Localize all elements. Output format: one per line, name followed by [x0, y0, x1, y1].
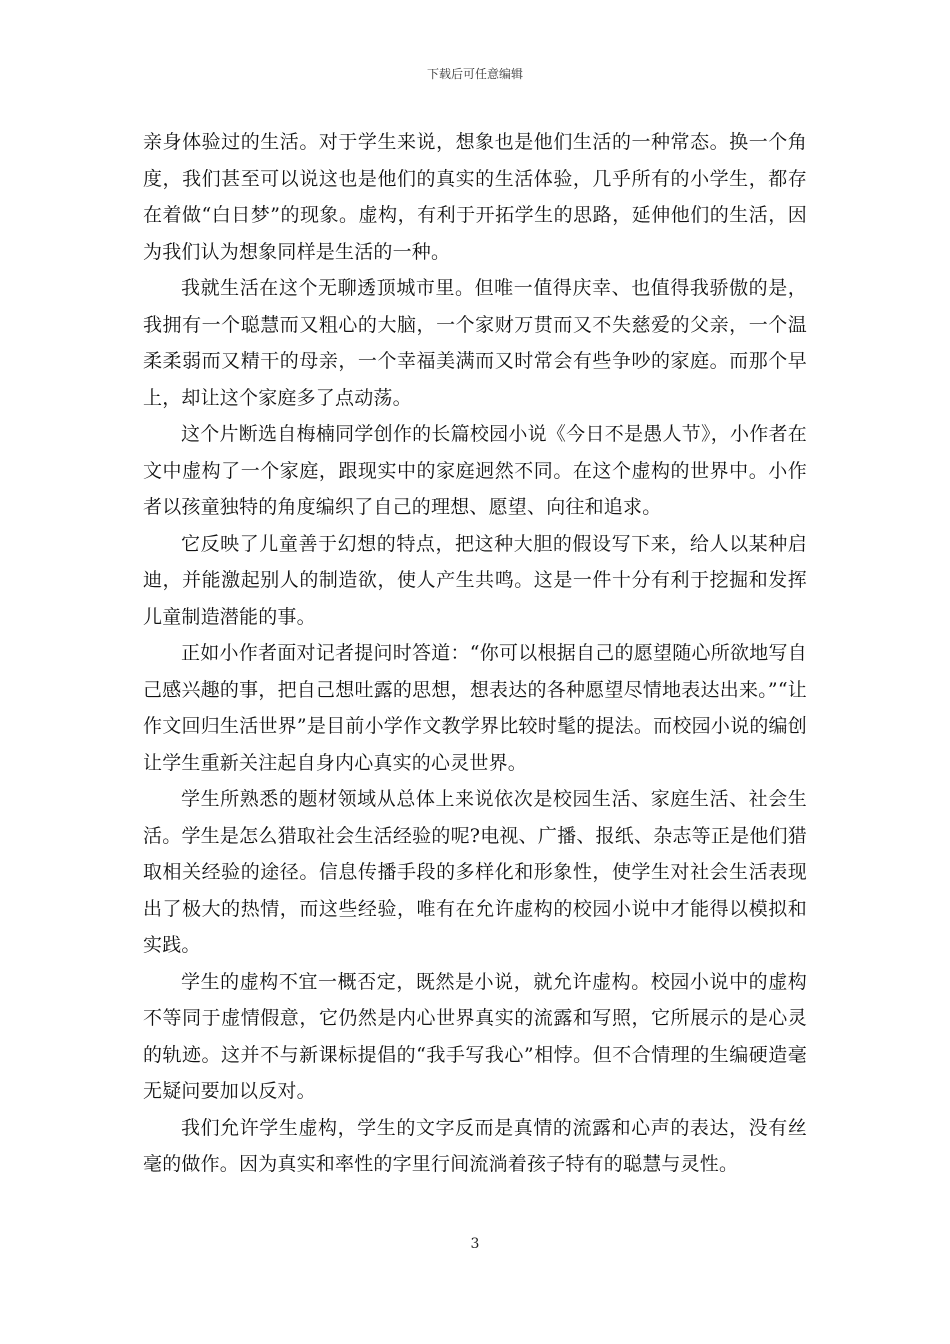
page-header: 下载后可任意编辑 [426, 67, 523, 81]
paragraph: 学生的虚构不宜一概否定，既然是小说，就允许虚构。校园小说中的虚构不等同于虚情假意，它仍然是内心世界真实的流露和写照，它所展示的是心灵的轨迹。这并不与新课标提倡的“我手写我心”相悖。但不合情理的生编硬造毫无疑问要加以反对。 [143, 970, 807, 1102]
document-body [143, 124, 807, 1183]
paragraph: 这个片断选自梅楠同学创作的长篇校园小说《今日不是愚人节》，小作者在文中虚构了一个家庭，跟现实中的家庭迥然不同。在这个虚构的世界中。小作者以孩童独特的角度编织了自己的理想、愿望、向往和追求。 [143, 423, 807, 518]
paragraph: 我们允许学生虚构，学生的文字反而是真情的流露和心声的表达，没有丝毫的做作。因为真实和率性的字里行间流淌着孩子特有的聪慧与灵性。 [143, 1116, 807, 1175]
paragraph-continuation: 亲身体验过的生活。对于学生来说，想象也是他们生活的一种常态。换一个角度，我们甚至可以说这也是他们的真实的生活体验，几乎所有的小学生，都存在着做“白日梦”的现象。虚构，有利于开拓学生的思路，延伸他们的生活，因为我们认为想象同样是生活的一种。 [143, 131, 807, 263]
page-number: 3 [470, 1236, 480, 1252]
paragraph: 我就生活在这个无聊透顶城市里。但唯一值得庆幸、也值得我骄傲的是，我拥有一个聪慧而又粗心的大脑，一个家财万贯而又不失慈爱的父亲，一个温柔柔弱而又精干的母亲，一个幸福美满而又时常会有些争吵的家庭。而那个早上，却让这个家庭多了点动荡。 [143, 277, 807, 409]
paragraph: 它反映了儿童善于幻想的特点，把这种大胆的假设写下来，给人以某种启迪，并能激起别人的制造欲，使人产生共鸣。这是一件十分有利于挖掘和发挥儿童制造潜能的事。 [143, 532, 807, 628]
paragraph: 学生所熟悉的题材领域从总体上来说依次是校园生活、家庭生活、社会生活。学生是怎么猎取社会生活经验的呢?电视、广播、报纸、杂志等正是他们猎取相关经验的途径。信息传播手段的多样化和形象性，使学生对社会生活表现出了极大的热情，而这些经验，唯有在允许虚构的校园小说中才能得以模拟和实践。 [143, 788, 807, 956]
paragraph: 正如小作者面对记者提问时答道：“你可以根据自己的愿望随心所欲地写自己感兴趣的事，把自己想吐露的思想，想表达的各种愿望尽情地表达出来。”“让作文回归生活世界”是目前小学作文教学界比较时髦的提法。而校园小说的编创让学生重新关注起自身内心真实的心灵世界。 [143, 642, 807, 774]
